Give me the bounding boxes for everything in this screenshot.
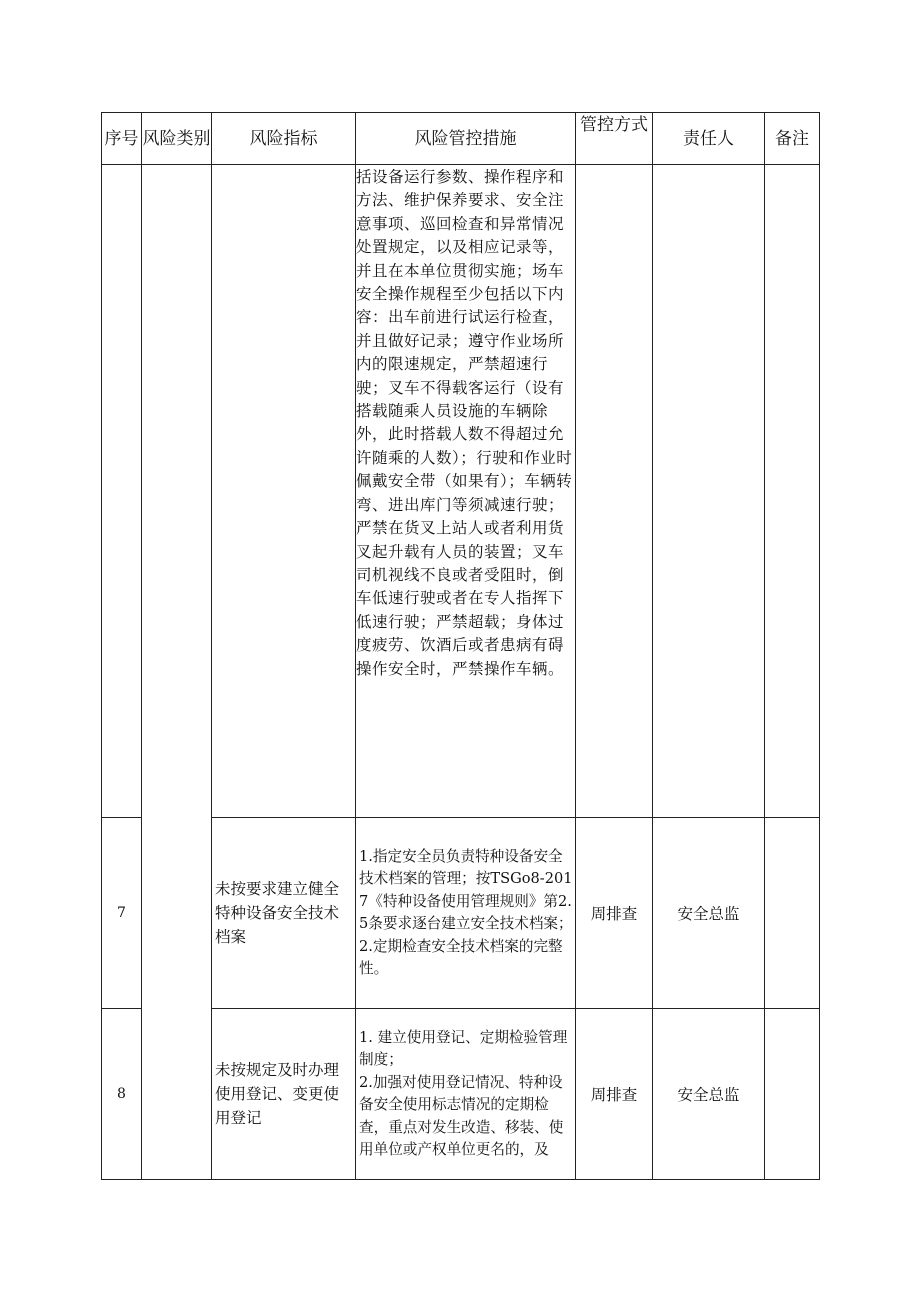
- header-owner: 责任人: [653, 113, 765, 165]
- row-method: 周排查: [576, 818, 653, 1009]
- header-seq: 序号: [102, 113, 142, 165]
- continuation-measures-cell: 括设备运行参数、操作程序和方法、维护保养要求、安全注意事项、巡回检查和异常情况处置规定，以及相应记录等，并且在本单位贯彻实施；场车安全操作规程至少包括以下内容：出车前进行试运行检查，并且做好记录；遵守作业场所内的限速规定，严禁超速行驶；叉车不得载客运行（设有搭载随乘人员设施的车辆除外，此时搭载人数不得超过允许随乘的人数）；行驶和作业时佩戴安全带（如果有）；车辆转弯、进出库门等须减速行驶；严禁在货叉上站人或者利用货叉起升载有人员的装置；叉车司机视线不良或者受阻时，倒车低速行驶或者在专人指挥下低速行驶；严禁超载；身体过度疲劳、饮酒后或者患病有碍操作安全时，严禁操作车辆。: [356, 165, 576, 818]
- measure-item: 1.指定安全员负责特种设备安全技术档案的管理；按TSGo8-2017《特种设备使用管理规则》第2.5条要求逐台建立安全技术档案；: [359, 847, 573, 932]
- risk-control-table: [101, 112, 820, 1180]
- header-remark: 备注: [765, 113, 820, 165]
- table-header-row: [102, 113, 820, 165]
- row-seq: 8: [102, 1009, 142, 1180]
- continuation-owner-cell: [653, 165, 765, 818]
- header-category: 风险类别: [142, 113, 212, 165]
- row-remark: [765, 1009, 820, 1180]
- continuation-seq-cell: [102, 165, 142, 818]
- row-owner: 安全总监: [653, 1009, 765, 1180]
- row-measures: [356, 1009, 576, 1180]
- continuation-remark-cell: [765, 165, 820, 818]
- measure-item: 2.定期检查安全技术档案的完整性。: [359, 937, 563, 977]
- continuation-method-cell: [576, 165, 653, 818]
- row-measures: [356, 818, 576, 1009]
- table-row-continuation: [102, 165, 820, 818]
- header-indicator: 风险指标: [212, 113, 356, 165]
- measure-item: 1. 建立使用登记、定期检验管理制度；: [359, 1028, 568, 1068]
- header-method: 管控方式: [576, 113, 653, 165]
- row-indicator: 未按规定及时办理使用登记、变更使用登记: [212, 1009, 356, 1180]
- row-seq: 7: [102, 818, 142, 1009]
- continuation-indicator-cell: [212, 165, 356, 818]
- row-owner: 安全总监: [653, 818, 765, 1009]
- row-indicator: 未按要求建立健全特种设备安全技术档案: [212, 818, 356, 1009]
- category-cell: [142, 165, 212, 1180]
- header-measures: 风险管控措施: [356, 113, 576, 165]
- row-remark: [765, 818, 820, 1009]
- measure-item: 2.加强对使用登记情况、特种设备安全使用标志情况的定期检查，重点对发生改造、移装、使用单位或产权单位更名的，及: [359, 1073, 564, 1158]
- row-method: 周排查: [576, 1009, 653, 1180]
